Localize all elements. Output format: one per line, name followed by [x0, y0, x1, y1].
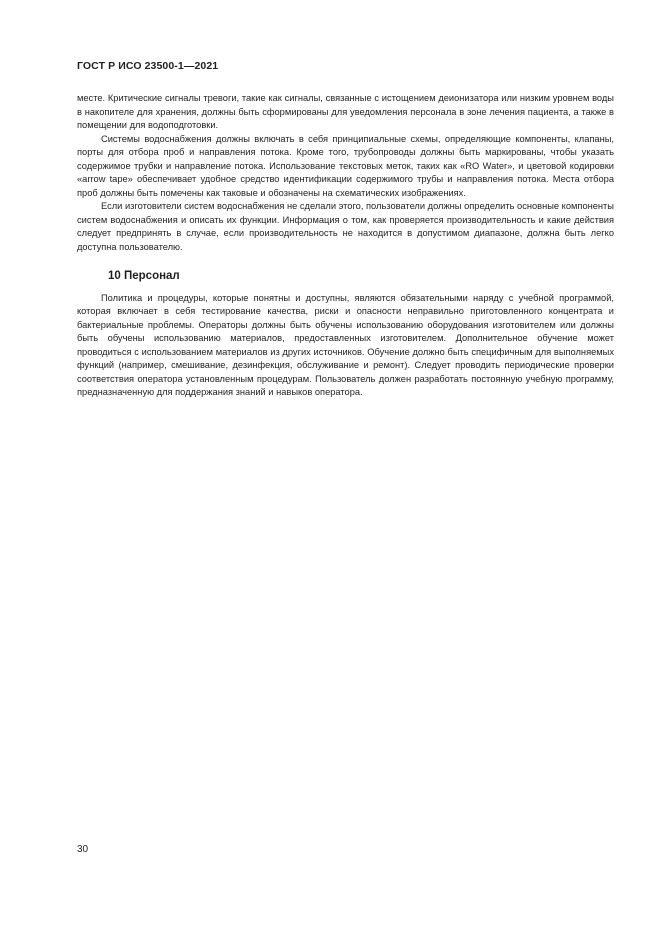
paragraph-users: Если изготовители систем водоснабжения не сделали этого, пользователи должны определить основные компоненты систем водоснабжения и описать их функции. Информация о том, как проверяется производительность и какие действия следует предпринять в случае, если производительность не находится в допустимом диапазоне, должна быть легко доступна пользователю.	[77, 201, 614, 252]
paragraph-personnel: Политика и процедуры, которые понятны и доступны, являются обязательными наряду с учебной программой, которая включает в себя тестирование качества, риски и опасности неправильно приготовленного концентрата и бактериальные проблемы. Операторы должны быть обучены использованию оборудования изготовителем или должны быть обучены использованию материалов, предоставленных изготовителем. Дополнительное обучение может проводиться с использованием материалов из других источников. Обучение должно быть специфичным для выполняемых функций (например, смешивание, дезинфекция, обслуживание и ремонт). Следует проводить периодические проверки соответствия оператора установленным процедурам. Пользователь должен разработать постоянную учебную программу, предназначенную для поддержания знаний и навыков оператора.	[77, 292, 614, 397]
page-number: 30	[77, 844, 89, 855]
section-heading: 10 Персонал	[108, 270, 180, 282]
paragraph-continued: месте. Критические сигналы тревоги, такие как сигналы, связанные с истощением деионизатора или низким уровнем воды в накопителе для хранения, должны быть сформированы для уведомления персонала в зоне лечения пациента, а также в помещении для водоподготовки.	[77, 93, 614, 130]
body-text	[77, 92, 614, 400]
standard-header: ГОСТ Р ИСО 23500-1—2021	[77, 60, 219, 72]
paragraph-schematics: Системы водоснабжения должны включать в себя принципиальные схемы, определяющие компоненты, клапаны, порты для отбора проб и направления потока. Кроме того, трубопроводы должны быть маркированы, чтобы указать содержимое трубки и направление потока. Использование текстовых меток, таких как «RO Water», и цветовой кодировки «arrow tape» обеспечивает удобное средство идентификации содержимого трубы и направления потока. Места отбора проб должны быть помечены как таковые и обозначены на схематических изображениях.	[77, 133, 614, 198]
